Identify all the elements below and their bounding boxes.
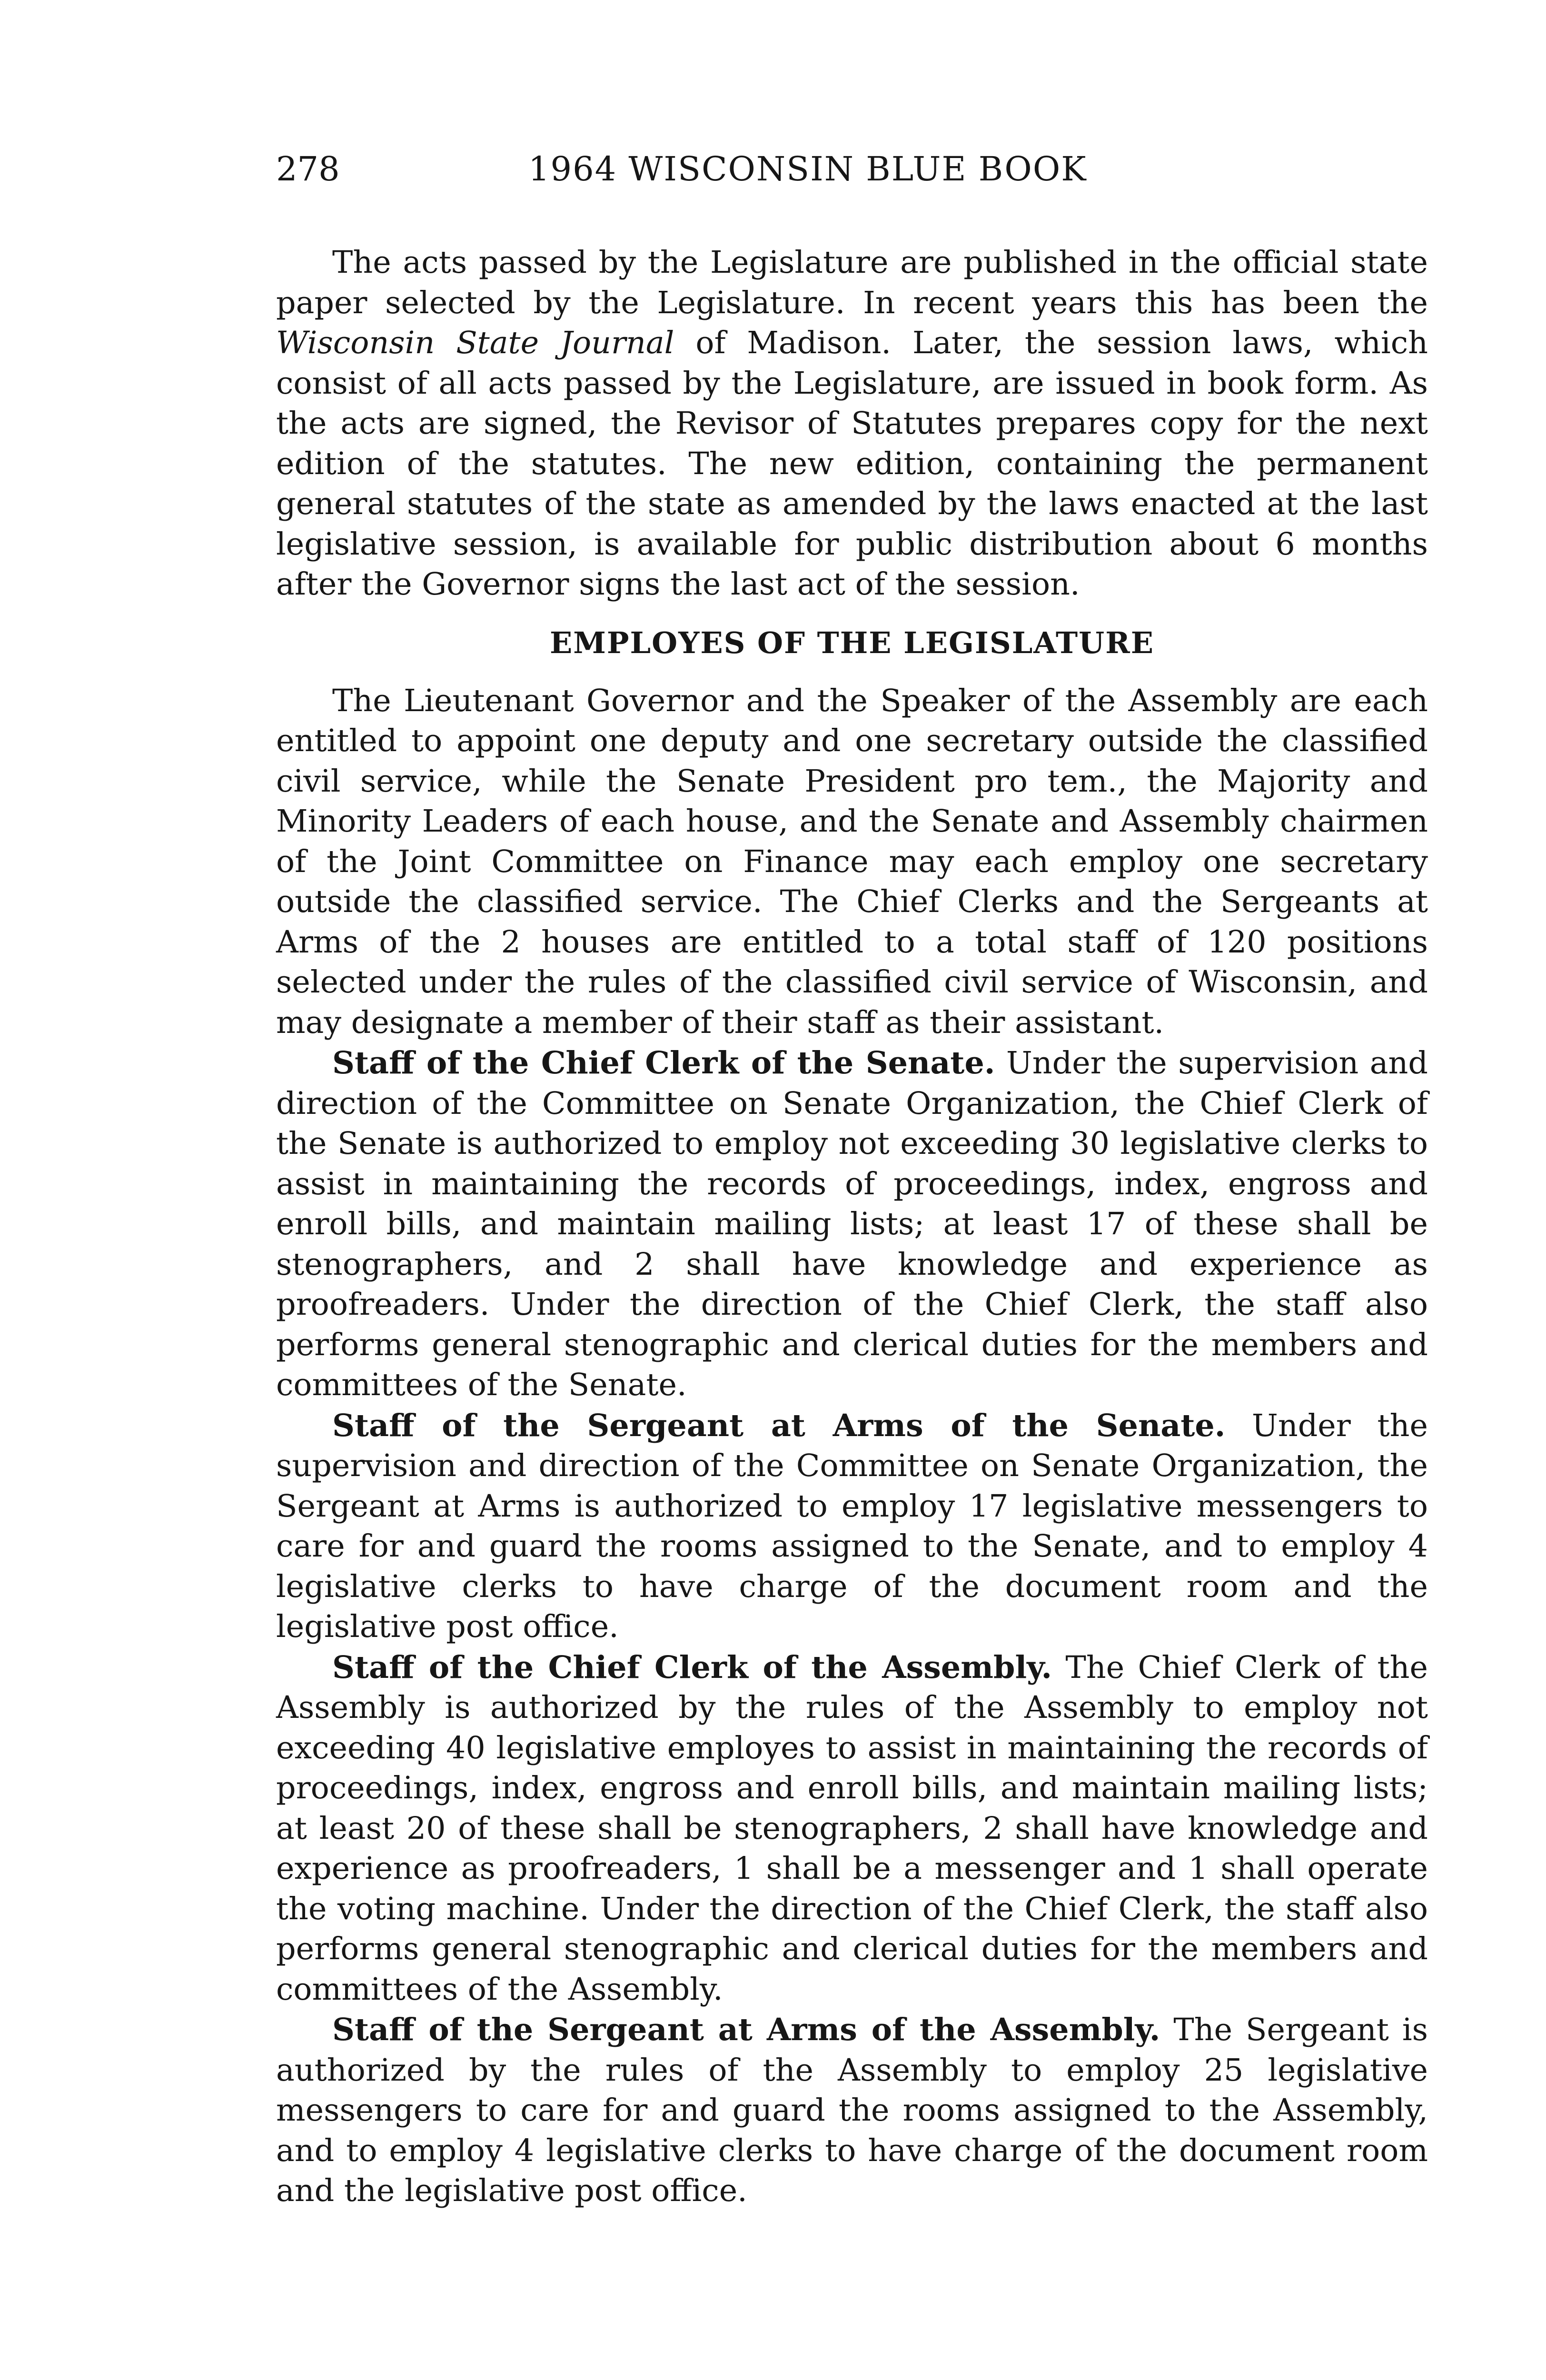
paragraph-text: The Chief Clerk of the Assembly is authorized by the rules of the Assembly to employ not exceeding 40 legislative employes to assist in maintaining the records of proceedings, index, engross and enroll bills, and maintain mailing lists; at least 20 of these shall be stenographers, 2 shall have knowledge and experience as proofreaders, 1 shall be a messenger and 1 shall operate the voting machine. Under the direction of the Chief Clerk, the staff also performs general stenographic and clerical duties for the members and committees of the Assembly.	[276, 1649, 1428, 2007]
paragraph-run-in-heading: Staff of the Chief Clerk of the Assembly.	[332, 1649, 1052, 1686]
paragraph-run-in-heading: Staff of the Sergeant at Arms of the Senate.	[332, 1407, 1226, 1444]
running-head	[276, 143, 1428, 195]
assembly-chief-clerk-paragraph	[276, 1647, 1428, 2010]
intro-paragraph	[276, 243, 1428, 605]
paragraph-text: Under the supervision and direction of the Committee on Senate Organization, the Sergeant at Arms is authorized to employ 17 legislative messengers to care for and guard the rooms assigned to the Senate, and to employ 4 legislative clerks to have charge of the document room and the legislative post office.	[276, 1408, 1428, 1645]
paragraph-text: The Sergeant is authorized by the rules of the Assembly to employ 25 legislative messengers to care for and guard the rooms assigned to the Assembly, and to employ 4 legislative clerks to have charge of the document room and the legislative post office.	[276, 2012, 1428, 2209]
senate-chief-clerk-paragraph	[276, 1043, 1428, 1406]
assembly-sergeant-paragraph	[276, 2010, 1428, 2211]
paragraph-run-in-heading: Staff of the Sergeant at Arms of the Assembly.	[332, 2012, 1160, 2048]
page-number: 278	[276, 149, 340, 188]
intro-text-start: The acts passed by the Legislature are published in the official state paper selected by the Legislature. In recent years this has been the	[276, 245, 1428, 321]
newspaper-title: Wisconsin State Journal	[276, 325, 674, 361]
senate-sergeant-paragraph	[276, 1406, 1428, 1647]
body-text	[276, 243, 1428, 2211]
section-intro-paragraph: The Lieutenant Governor and the Speaker of the Assembly are each entitled to appoint one deputy and one secretary outside the classified civil service, while the Senate President pro tem., the Majority and Minority Leaders of each house, and the Senate and Assembly chairmen of the Joint Committee on Finance may each employ one secretary outside the classified service. The Chief Clerks and the Sergeants at Arms of the 2 houses are entitled to a total staff of 120 positions selected under the rules of the classified civil service of Wisconsin, and may designate a member of their staff as their assistant.	[276, 683, 1428, 1041]
paragraph-run-in-heading: Staff of the Chief Clerk of the Senate.	[332, 1045, 995, 1081]
book-title: 1964 WISCONSIN BLUE BOOK	[528, 149, 1087, 188]
section-heading: EMPLOYES OF THE LEGISLATURE	[549, 625, 1155, 660]
paragraph-text: Under the supervision and direction of the Committee on Senate Organization, the Chief Clerk of the Senate is authorized to employ not exceeding 30 legislative clerks to assist in maintaining the records of proceedings, index, engross and enroll bills, and maintain mailing lists; at least 17 of these shall be stenographers, and 2 shall have knowledge and experience as proofreaders. Under the direction of the Chief Clerk, the staff also performs general stenographic and clerical duties for the members and committees of the Senate.	[276, 1045, 1428, 1403]
intro-text-end: of Madison. Later, the session laws, which consist of all acts passed by the Legislature, are issued in book form. As the acts are signed, the Revisor of Statutes prepares copy for the next edition of the statutes. The new edition, containing the permanent general statutes of the state as amended by the laws enacted at the last legislative session, is available for public distribution about 6 months after the Governor signs the last act of the session.	[276, 325, 1428, 602]
